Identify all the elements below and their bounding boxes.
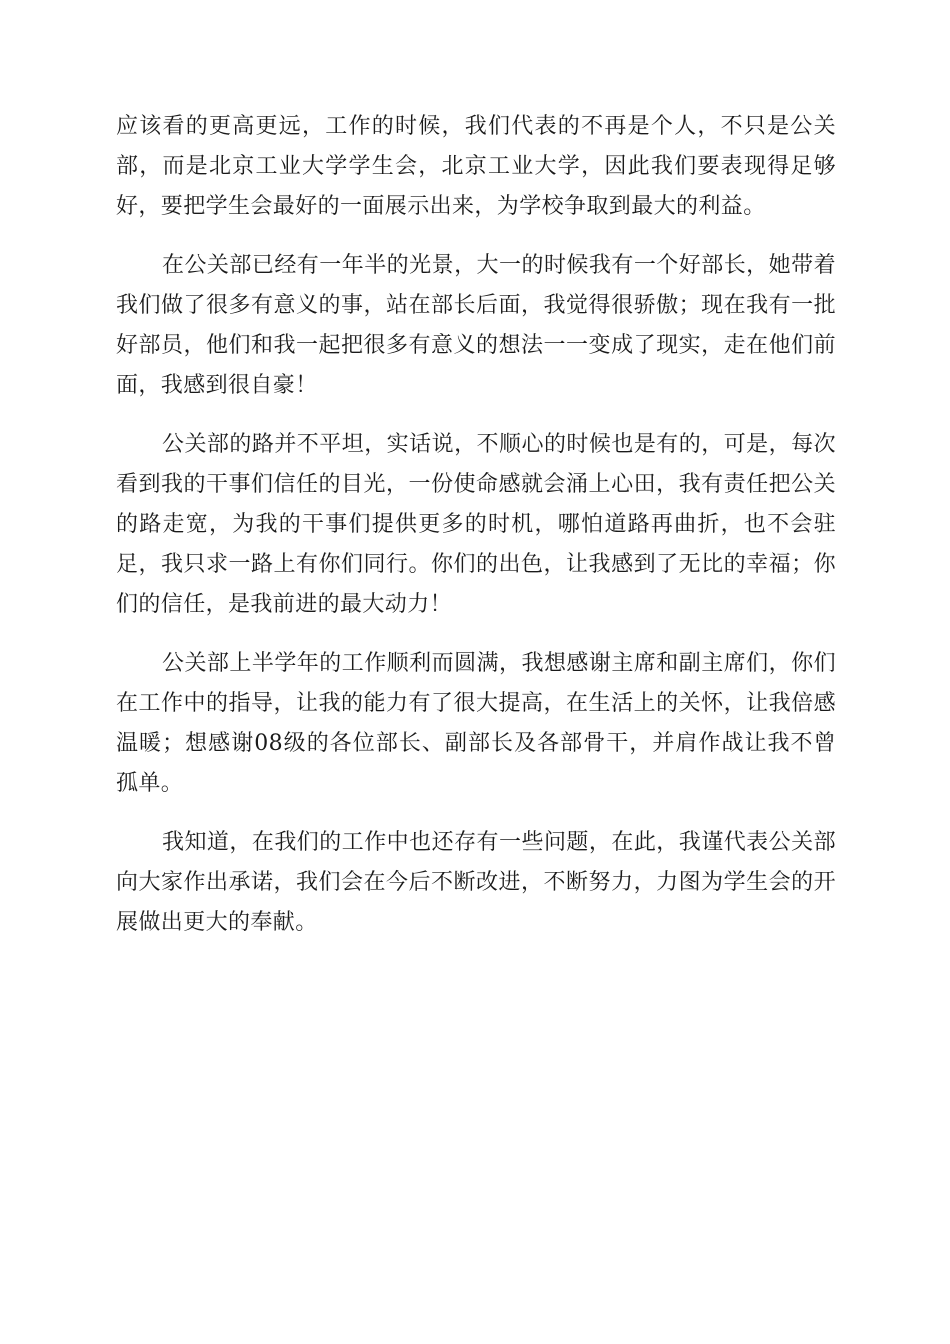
paragraph-road-not-smooth: 公关部的路并不平坦，实话说，不顺心的时候也是有的，可是，每次看到我的干事们信任的目光，一份使命感就会涌上心田，我有责任把公关的路走宽，为我的干事们提供更多的时机，哪怕道路再曲折，也不会驻足，我只求一路上有你们同行。你们的出色，让我感到了无比的幸福；你们的信任，是我前进的最大动力！ (116, 432, 836, 617)
paragraph-promise: 我知道，在我们的工作中也还存有一些问题，在此，我谨代表公关部向大家作出承诺，我们会在今后不断改进，不断努力，力图为学生会的开展做出更大的奉献。 (116, 830, 836, 935)
paragraph-public-relations-history: 在公关部已经有一年半的光景，大一的时候我有一个好部长，她带着我们做了很多有意义的事，站在部长后面，我觉得很骄傲；现在我有一批好部员，他们和我一起把很多有意义的想法一一变成了现实，走在他们前面，我感到很自豪！ (116, 253, 836, 398)
paragraph-thanks: 公关部上半学年的工作顺利而圆满，我想感谢主席和副主席们，你们在工作中的指导，让我的能力有了很大提高，在生活上的关怀，让我倍感温暖；想感谢08级的各位部长、副部长及各部骨干，并肩作战让我不曾孤单。 (116, 651, 836, 796)
document-body (116, 107, 836, 962)
paragraph-continuation: 应该看的更高更远，工作的时候，我们代表的不再是个人，不只是公关部，而是北京工业大学学生会，北京工业大学，因此我们要表现得足够好，要把学生会最好的一面展示出来，为学校争取到最大的利益。 (116, 114, 836, 219)
